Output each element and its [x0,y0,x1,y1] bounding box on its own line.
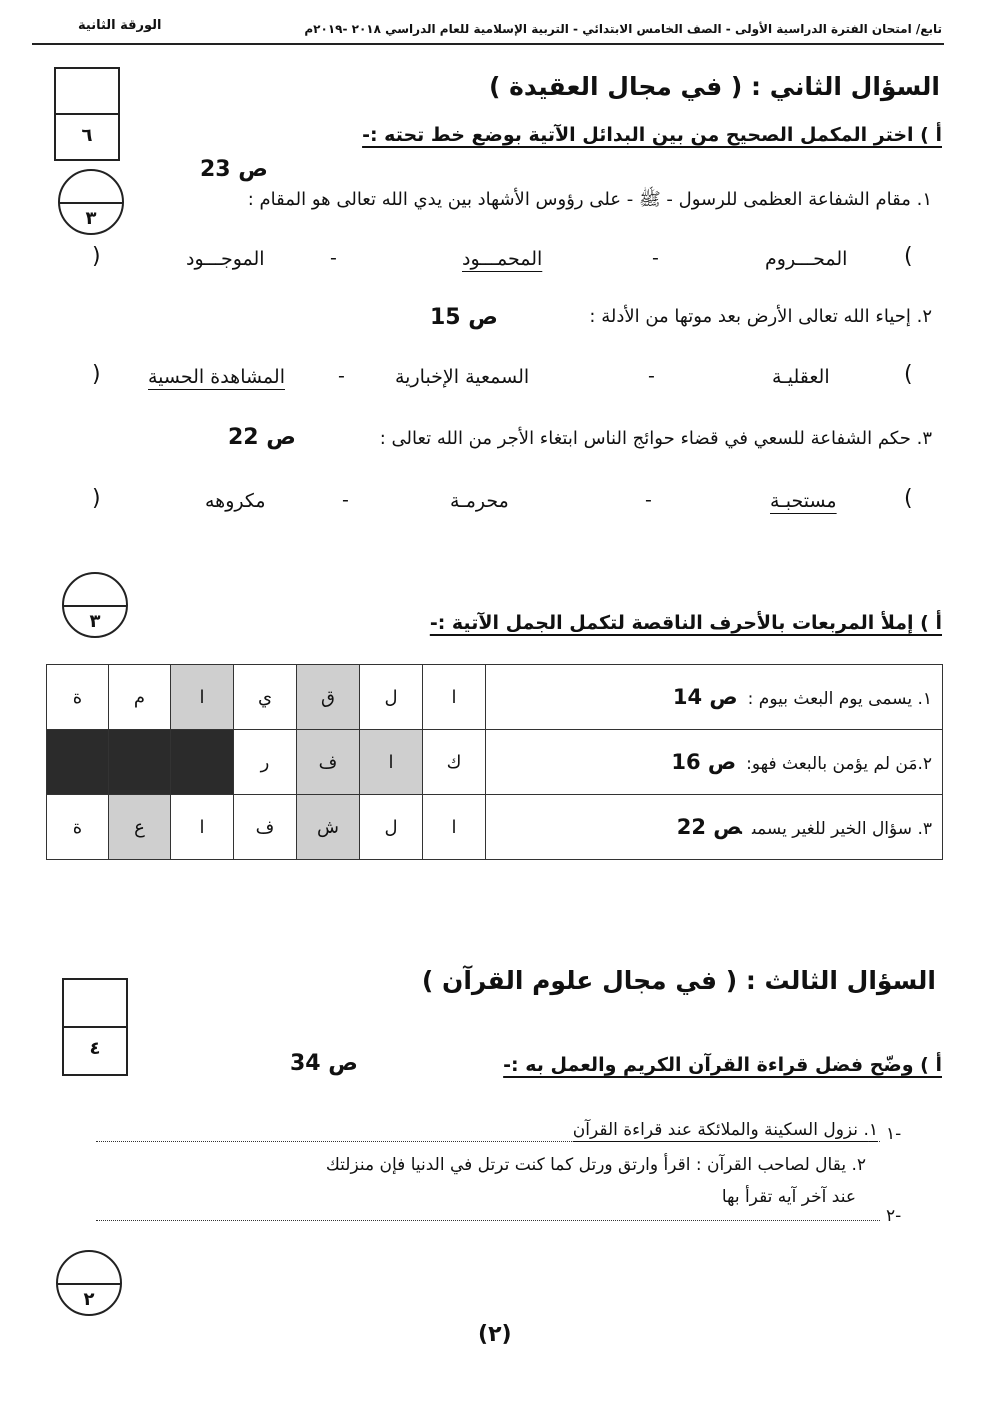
letter-cell[interactable]: ر [234,730,297,795]
letter-cell[interactable]: ا [360,730,423,795]
item2-open-bracket: ( [904,362,913,387]
score-box-divider [56,113,118,115]
q3-score: ٢ [83,1289,95,1310]
item1-option-3: الموجـــود [186,248,265,270]
item3-close-bracket: ) [92,486,101,511]
item1-question: ١. مقام الشفاعة العظمى للرسول - ﷺ - على رؤوس الأشهاد بين يدي الله تعالى هو المقام : [247,189,932,210]
letter-cell[interactable]: ك [423,730,486,795]
letter-cell[interactable]: ل [360,665,423,730]
item2-option-1: العقليـة [772,366,830,388]
grid-question-text: ٢.مَن لم يؤمن بالبعث فهو: [746,754,932,774]
item1-option-2-selected: المحمـــود [462,248,543,270]
letter-cell[interactable]: م [109,665,171,730]
sheet-label: الورقة الثانية [78,18,162,33]
letter-cell[interactable]: ة [47,665,109,730]
grid-row [47,730,943,795]
grid-question-page-ref: ص 16 [671,750,737,774]
letter-cell[interactable]: ع [109,795,171,860]
letter-cell[interactable]: ة [47,795,109,860]
letter-cell[interactable]: ي [234,665,297,730]
grid-question [486,730,943,795]
letter-cell[interactable]: ق [297,665,360,730]
q2-score-box-total: ٦ [81,125,93,146]
circle-divider [58,1283,120,1285]
answer-line-label-2: ٢- [886,1206,902,1226]
letter-cell[interactable]: ل [360,795,423,860]
item3-option-3: مكروهه [205,490,266,512]
dash: - [645,489,652,511]
page-number: (٢) [478,1322,512,1347]
letters-grid [46,664,943,860]
item2-option-3-selected: المشاهدة الحسية [148,366,285,388]
blocked-cell [171,730,234,795]
dash: - [338,365,345,387]
q3-score-box [62,978,128,1076]
exam-header-title: تابع/ امتحان الفترة الدراسية الأولى - الصف الخامس الابتدائي - التربية الإسلامية للعام الدراسي ٢٠١٨ -٢٠١٩م [304,22,942,36]
grid-question-page-ref: ص 14 [672,685,738,709]
grid-question-text: ١. يسمى يوم البعث بيوم : [747,689,932,709]
q2-title: السؤال الثاني : ( في مجال العقيدة ) [488,72,940,101]
grid-question [486,795,943,860]
answer-1: ١. نزول السكينة والملائكة عند قراءة القرآن [572,1120,878,1140]
score-box-divider [64,1026,126,1028]
item1-open-bracket: ( [904,244,913,269]
item3-open-bracket: ( [904,486,913,511]
header-divider [32,43,944,45]
blocked-cell [47,730,109,795]
letter-cell[interactable]: ا [423,795,486,860]
item2-page-ref: ص 15 [430,305,498,330]
letter-cell[interactable]: ا [171,665,234,730]
item2-question: ٢. إحياء الله تعالى الأرض بعد موتها من الأدلة : [589,306,932,327]
letter-cell[interactable]: ف [234,795,297,860]
circle-divider [64,605,126,607]
grid-row [47,665,943,730]
grid-question-text: ٣. سؤال الخير للغير يسمى [751,819,932,839]
item2-close-bracket: ) [92,362,101,387]
q3-score-box-total: ٤ [89,1038,101,1059]
grid-question [486,665,943,730]
answer-line-2 [96,1220,880,1221]
dash: - [648,365,655,387]
item3-question: ٣. حكم الشفاعة للسعي في قضاء حوائج الناس ابتغاء الأجر من الله تعالى : [379,428,932,449]
q2-part-a-title: أ ) اختر المكمل الصحيح من بين البدائل الآتية بوضع خط تحته :- [362,124,942,146]
circle-divider [60,202,122,204]
blocked-cell [109,730,171,795]
letter-cell[interactable]: ف [297,730,360,795]
letter-cell[interactable]: ا [171,795,234,860]
q3-score-circle [56,1250,122,1316]
item2-option-2: السمعية الإخبارية [395,366,530,388]
dash: - [652,247,659,269]
grid-question-page-ref: ص 22 [676,815,742,839]
item1-close-bracket: ) [92,244,101,269]
q2-part-b-score-circle [62,572,128,638]
grid-row [47,795,943,860]
answer-line-1 [96,1141,880,1142]
item1-page-ref: ص 23 [200,157,268,182]
q3-part-a-title: أ ) وضّح فضل قراءة القرآن الكريم والعمل به :- [503,1054,942,1076]
item3-option-2: محرمـة [450,490,509,512]
answer-line-label-1: ١- [886,1124,902,1144]
q2-part-a-score: ٣ [85,208,97,229]
dash: - [342,489,349,511]
q3-page-ref: ص 34 [290,1051,358,1076]
answer-2: ٢. يقال لصاحب القرآن : اقرأ وارتق ورتل كما كنت ترتل في الدنيا فإن منزلتك [325,1155,866,1175]
item1-option-1: المحـــروم [765,248,848,270]
item3-option-1-selected: مستحبـة [770,490,837,512]
answer-2-continued: عند آخر آيه تقرأ بها [721,1187,856,1207]
q3-title: السؤال الثالث : ( في مجال علوم القرآن ) [421,966,936,995]
q2-part-b-score: ٣ [89,611,101,632]
q2-score-box [54,67,120,161]
q2-part-a-score-circle [58,169,124,235]
letter-cell[interactable]: ش [297,795,360,860]
dash: - [330,247,337,269]
letter-cell[interactable]: ا [423,665,486,730]
q2-part-b-title: أ ) إملأ المربعات بالأحرف الناقصة لتكمل الجمل الآتية :- [429,612,942,634]
item3-page-ref: ص 22 [228,425,296,450]
